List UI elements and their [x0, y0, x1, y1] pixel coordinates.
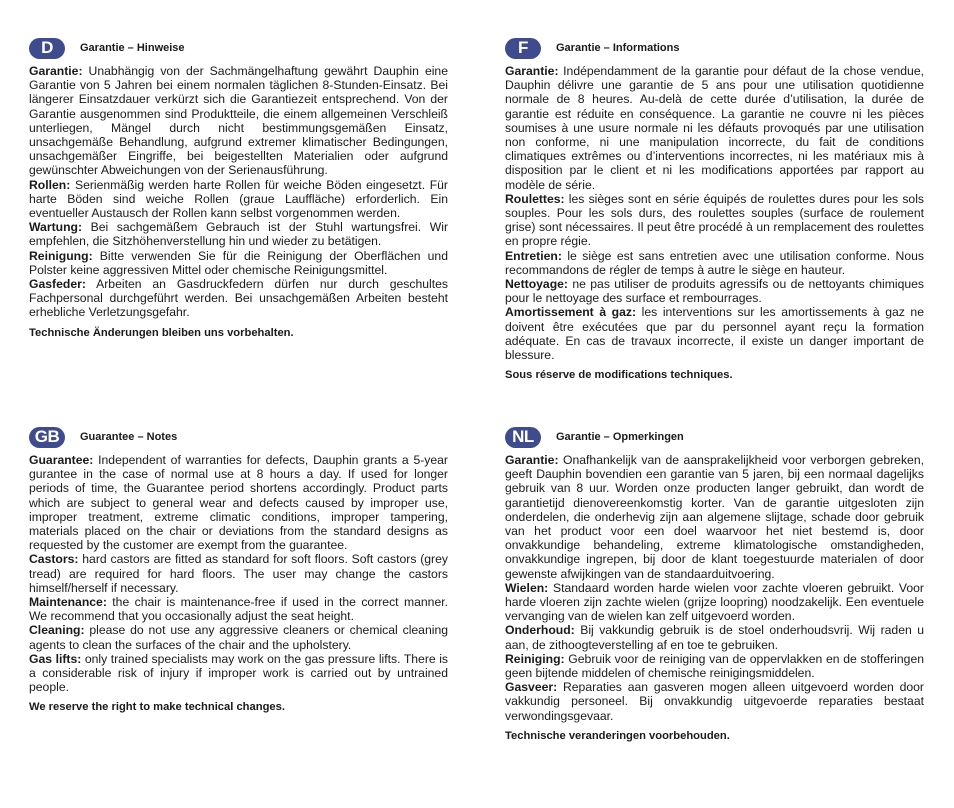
section-title: Garantie – Informations — [556, 42, 680, 54]
section-body — [29, 453, 448, 694]
term-text: Gebruik voor de reiniging van de oppervlakken en de stofferingen geen bijtende middelen of chemische reinigingsmiddelen. — [505, 651, 924, 681]
section-footer-note: We reserve the right to make technical changes. — [29, 701, 285, 714]
term-label: Cleaning: — [29, 623, 85, 638]
paragraph-cleaning — [29, 623, 448, 651]
paragraph-cleaning — [505, 277, 924, 305]
paragraph-castors — [505, 581, 924, 624]
term-label: Wielen: — [505, 580, 549, 595]
paragraph-castors — [29, 552, 448, 595]
term-text: Bij vakkundig gebruik is de stoel onderhoudsvrij. Wij raden u aan, de zithoogteverstelling af en toe te gebruiken. — [505, 623, 924, 652]
paragraph-cleaning — [505, 652, 924, 680]
term-text: Standaard worden harde wielen voor zachte vloeren gebruikt. Voor harde vloeren zijn zachte wielen (grijze loopring) noodzakelijk. Een eventuele vervanging van de wielen kan zelf uitgevoerd worden. — [505, 580, 924, 624]
term-text: please do not use any aggressive cleaners or chemical cleaning agents to clean the surfaces of the chair and the upholstery. — [29, 623, 448, 652]
paragraph-maintenance — [29, 595, 448, 623]
section-english — [29, 426, 448, 713]
term-text: Unabhängig von der Sachmängelhaftung gewährt Dauphin eine Garantie von 5 Jahren bei einem normalen täglichen 8-Stunden-Einsatz. Bei längerer Einsatzdauer verkürzt sich die Garantiezeit entsprechend. Von der Garantie ausgenommen sind Produktteile, die einem allgemeinen Verschleiß unterliegen, Mängel durch nicht bestimmungsgemäßen Einsatz, unsachgemäße Behandlung, aufgrund extremer klimatischer Bedingungen, unsachgemäßer Eingriffe, bei beigestellten Materialien oder aufgrund gewünschter Abweichungen von der Serienausführung. — [29, 64, 448, 178]
paragraph-cleaning — [29, 249, 448, 277]
paragraph-guarantee — [29, 453, 448, 552]
paragraph-maintenance — [505, 623, 924, 651]
paragraph-guarantee — [29, 64, 448, 178]
section-header — [505, 37, 924, 59]
term-label: Gasveer: — [505, 680, 558, 695]
paragraph-gas-lift — [29, 652, 448, 695]
term-text: les interventions sur les amortissements à gaz ne doivent être exécutées que par du personnel ayant reçu la formation adéquate. En cas de travaux incorrecte, il existe un danger important de blessure. — [505, 305, 924, 363]
section-header — [29, 37, 448, 59]
term-label: Maintenance: — [29, 595, 107, 610]
term-label: Amortissement à gaz: — [505, 305, 637, 320]
section-dutch — [505, 426, 924, 742]
term-label: Wartung: — [29, 220, 83, 235]
term-text: Bei sachgemäßem Gebrauch ist der Stuhl wartungsfrei. Wir empfehlen, die Sitzhöhenverstellung hin und wieder zu betätigen. — [29, 220, 448, 249]
term-text: Reparaties aan gasveren mogen alleen uitgevoerd worden door vakkundig personeel. Bij onvakkundig uitgevoerde reparaties bestaat verwondingsgevaar. — [505, 680, 924, 723]
section-footer-note: Technische veranderingen voorbehouden. — [505, 729, 730, 742]
term-text: ne pas utiliser de produits agressifs ou de nettoyants chimiques pour le nettoyage des surface et rembourrages. — [505, 277, 924, 306]
term-label: Roulettes: — [505, 191, 565, 206]
section-body — [29, 64, 448, 320]
language-badge-nl: NL — [505, 427, 541, 448]
paragraph-castors — [505, 192, 924, 249]
section-title: Garantie – Hinweise — [80, 42, 185, 54]
paragraph-maintenance — [505, 249, 924, 277]
term-text: le siège est sans entretien avec une utilisation conforme. Nous recommandons de régler de temps à autre le siège en hauteur. — [505, 248, 924, 277]
paragraph-gas-lift — [505, 680, 924, 723]
term-label: Gasfeder: — [29, 277, 86, 292]
term-label: Nettoyage: — [505, 277, 568, 292]
section-title: Garantie – Opmerkingen — [556, 431, 684, 443]
term-text: Onafhankelijk van de aansprakelijkheid voor verborgen gebreken, geeft Dauphin bovendien een garantie van 5 jaren, bij een normaal dagelijks gebruik van 8 uur. Worden onze producten langer gebruikt, dan wordt de garantietijd dienovereenkomstig korter. Van de garantie uitgesloten zijn onderdelen, die onderhevig zijn aan algemene slijtage, schade door gebruik van het product voor een doel waarvoor het niet bestemd is, door onvakkundige behandeling, extreme klimatologische omstandigheden, onvakkundige ingrepen, bij door de klant toegestuurde materialen of door gewenste afwijkingen van de standaarduitvoering. — [505, 453, 924, 581]
section-footer-note: Sous réserve de modifications techniques. — [505, 369, 733, 382]
paragraph-castors — [29, 178, 448, 221]
term-text: the chair is maintenance-free if used in the correct manner. We recommend that you occasionally adjust the seat height. — [29, 595, 448, 624]
language-badge-f: F — [505, 38, 541, 59]
term-label: Garantie: — [505, 453, 559, 467]
section-french — [505, 37, 924, 381]
term-text: only trained specialists may work on the gas pressure lifts. There is a considerable risk of injury if improper work is carried out by untrained people. — [29, 651, 448, 695]
paragraph-gas-lift — [505, 305, 924, 362]
term-text: Indépendamment de la garantie pour défaut de la chose vendue, Dauphin délivre une garantie de 5 ans pour une utilisation quotidienne normale de 8 heures. Au-delà de cette durée d’utilisation, la durée de garantie est réduite en conséquence. La garantie ne couvre ni les pièces soumises à une usure normale ni les défauts provoqués par une utilisation non conforme, ni une manipulation incorrecte, du fait de conditions climatiques extrêmes ou d’interventions incorrectes, ni les matériaux mis à disposition par le client et ni les modifications apportées par rapport au modèle de série. — [505, 64, 924, 192]
term-label: Garantie: — [505, 64, 559, 78]
term-text: Arbeiten an Gasdruckfedern dürfen nur durch geschultes Fachpersonal durchgeführt werden. Bei unsachgemäßen Arbeiten besteht erhebliche Verletzungsgefahr. — [29, 277, 448, 320]
paragraph-guarantee — [505, 64, 924, 192]
language-badge-d: D — [29, 38, 65, 59]
term-text: Independent of warranties for defects, Dauphin grants a 5-year gurantee in the case of normal use at 8 hours a day. If used for longer periods of time, the Guarantee period shortens accordingly. Product parts which are subject to general wear and defects caused by improper use, improper treatment, extreme climatic conditions, improper tampering, materials placed on the chair or deviations from the standard designs as requested by the customer are exempt from the guarantee. — [29, 453, 448, 553]
section-german — [29, 37, 448, 339]
term-label: Entretien: — [505, 248, 562, 263]
term-label: Guarantee: — [29, 453, 94, 467]
paragraph-guarantee — [505, 453, 924, 581]
term-text: hard castors are fitted as standard for soft floors. Soft castors (grey tread) are required for hard floors. The user may change the castors himself/herself if necessary. — [29, 552, 448, 595]
term-label: Reinigung: — [29, 248, 93, 263]
section-body — [505, 453, 924, 723]
term-text: Bitte verwenden Sie für die Reinigung der Oberflächen und Polster keine aggressiven Mittel oder chemische Reinigungsmittel. — [29, 248, 448, 277]
term-text: les sièges sont en série équipés de roulettes dures pour les sols souples. Pour les sols durs, des roulettes souples (surface de roulement grise) sont nécessaires. Il peut être procédé à un remplacement des roulettes en propre régie. — [505, 191, 924, 249]
term-label: Rollen: — [29, 177, 71, 192]
term-label: Castors: — [29, 552, 79, 567]
section-header — [29, 426, 448, 448]
term-label: Gas lifts: — [29, 651, 82, 666]
section-header — [505, 426, 924, 448]
section-body — [505, 64, 924, 362]
term-label: Reiniging: — [505, 651, 565, 666]
term-label: Garantie: — [29, 64, 83, 78]
term-label: Onderhoud: — [505, 623, 575, 638]
section-title: Guarantee – Notes — [80, 431, 178, 443]
term-text: Serienmäßig werden harte Rollen für weiche Böden eingesetzt. Für harte Böden sind weiche Rollen (graue Lauffläche) erforderlich. Ein eventueller Austausch der Rollen kann selbst vorgenommen werden. — [29, 177, 448, 221]
paragraph-gas-lift — [29, 277, 448, 320]
section-footer-note: Technische Änderungen bleiben uns vorbehalten. — [29, 326, 294, 339]
language-badge-gb: GB — [29, 427, 65, 448]
paragraph-maintenance — [29, 220, 448, 248]
